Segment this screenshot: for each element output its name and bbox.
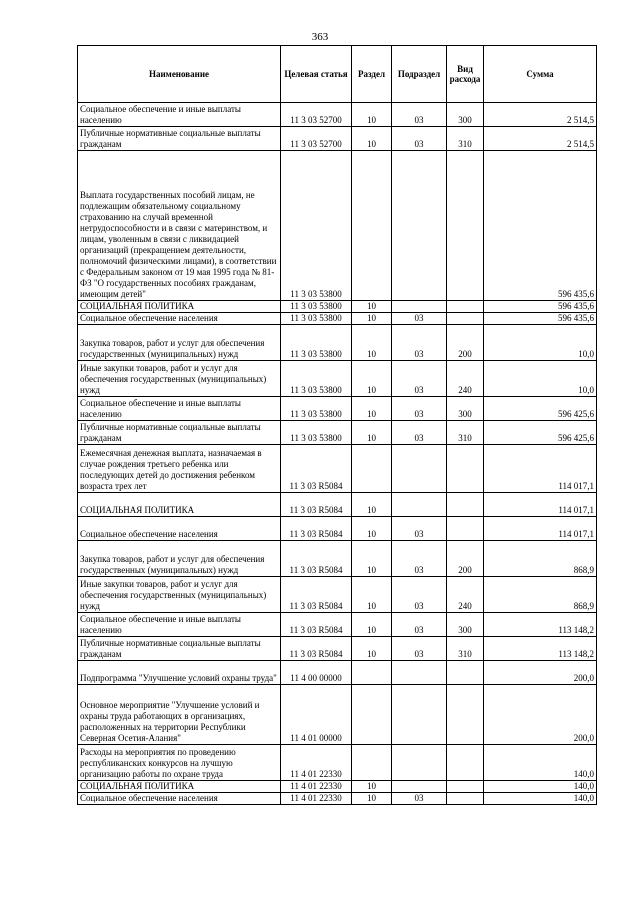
header-target-article: Целевая статья bbox=[281, 46, 352, 103]
cell-section bbox=[352, 661, 392, 685]
table-row bbox=[78, 127, 597, 151]
cell-subsection bbox=[392, 151, 447, 301]
cell-subsection bbox=[392, 445, 447, 493]
cell-sum: 114 017,1 bbox=[484, 445, 597, 493]
cell-name bbox=[78, 793, 281, 805]
row-name-text: Закупка товаров, работ и услуг для обеспечения государственных (муниципальных) нужд bbox=[80, 554, 265, 575]
cell-sum: 200,0 bbox=[484, 685, 597, 745]
cell-sum: 868,9 bbox=[484, 541, 597, 577]
cell-section: 10 bbox=[352, 541, 392, 577]
cell-sum: 114 017,1 bbox=[484, 493, 597, 517]
cell-sum: 140,0 bbox=[484, 745, 597, 781]
cell-target-article: 11 3 03 R5084 bbox=[281, 637, 352, 661]
cell-subsection bbox=[392, 493, 447, 517]
cell-expense-type bbox=[447, 301, 484, 313]
cell-expense-type: 200 bbox=[447, 325, 484, 361]
cell-target-article: 11 3 03 53800 bbox=[281, 151, 352, 301]
cell-name bbox=[78, 685, 281, 745]
cell-section: 10 bbox=[352, 325, 392, 361]
cell-sum: 596 435,6 bbox=[484, 313, 597, 325]
cell-expense-type bbox=[447, 781, 484, 793]
cell-name bbox=[78, 541, 281, 577]
page-number: 363 bbox=[311, 31, 329, 43]
cell-target-article: 11 3 03 52700 bbox=[281, 127, 352, 151]
cell-section: 10 bbox=[352, 301, 392, 313]
cell-sum: 10,0 bbox=[484, 361, 597, 397]
cell-sum: 140,0 bbox=[484, 793, 597, 805]
cell-target-article: 11 3 03 R5084 bbox=[281, 613, 352, 637]
cell-section bbox=[352, 745, 392, 781]
row-name-text: Публичные нормативные социальные выплаты гражданам bbox=[80, 638, 261, 659]
cell-sum: 200,0 bbox=[484, 661, 597, 685]
cell-sum: 2 514,5 bbox=[484, 103, 597, 127]
cell-target-article: 11 3 03 53800 bbox=[281, 421, 352, 445]
table-row bbox=[78, 745, 597, 781]
cell-sum: 596 425,6 bbox=[484, 421, 597, 445]
cell-subsection: 03 bbox=[392, 127, 447, 151]
row-name-text: СОЦИАЛЬНАЯ ПОЛИТИКА bbox=[80, 505, 195, 515]
cell-name bbox=[78, 397, 281, 421]
cell-sum: 868,9 bbox=[484, 577, 597, 613]
header-name: Наименование bbox=[78, 46, 281, 103]
cell-expense-type: 240 bbox=[447, 361, 484, 397]
table-header-row bbox=[78, 46, 597, 103]
cell-name bbox=[78, 661, 281, 685]
cell-section: 10 bbox=[352, 313, 392, 325]
cell-name bbox=[78, 103, 281, 127]
cell-name bbox=[78, 637, 281, 661]
table-row bbox=[78, 685, 597, 745]
cell-name bbox=[78, 745, 281, 781]
cell-target-article: 11 3 03 R5084 bbox=[281, 493, 352, 517]
row-name-text: Расходы на мероприятия по проведению республиканских конкурсов на лучшую организацию работы по охране труда bbox=[80, 747, 236, 779]
cell-name bbox=[78, 493, 281, 517]
table-row bbox=[78, 313, 597, 325]
cell-subsection bbox=[392, 781, 447, 793]
table-row bbox=[78, 397, 597, 421]
cell-section: 10 bbox=[352, 421, 392, 445]
cell-section bbox=[352, 685, 392, 745]
cell-subsection: 03 bbox=[392, 613, 447, 637]
cell-subsection bbox=[392, 685, 447, 745]
table-row bbox=[78, 103, 597, 127]
row-name-text: СОЦИАЛЬНАЯ ПОЛИТИКА bbox=[80, 781, 195, 791]
cell-sum: 140,0 bbox=[484, 781, 597, 793]
row-name-text: Основное мероприятие "Улучшение условий и охраны труда работающих в организациях, расположенных на территории Республики Северная Осетия-Алания" bbox=[80, 700, 260, 743]
row-name-text: Социальное обеспечение и иные выплаты населению bbox=[80, 614, 241, 635]
table-row bbox=[78, 421, 597, 445]
row-name-text: Иные закупки товаров, работ и услуг для обеспечения государственных (муниципальных) нужд bbox=[80, 579, 267, 611]
cell-expense-type: 300 bbox=[447, 397, 484, 421]
row-name-text: Социальное обеспечение населения bbox=[80, 529, 218, 539]
cell-name bbox=[78, 325, 281, 361]
table-row bbox=[78, 517, 597, 541]
cell-section bbox=[352, 151, 392, 301]
cell-target-article: 11 3 03 53800 bbox=[281, 397, 352, 421]
table-row bbox=[78, 445, 597, 493]
row-name-text: Закупка товаров, работ и услуг для обеспечения государственных (муниципальных) нужд bbox=[80, 338, 265, 359]
cell-section: 10 bbox=[352, 103, 392, 127]
cell-target-article: 11 4 01 22330 bbox=[281, 793, 352, 805]
header-subsection: Подраздел bbox=[392, 46, 447, 103]
cell-expense-type: 310 bbox=[447, 127, 484, 151]
cell-subsection: 03 bbox=[392, 103, 447, 127]
header-sum: Сумма bbox=[484, 46, 597, 103]
cell-name bbox=[78, 127, 281, 151]
cell-name bbox=[78, 781, 281, 793]
cell-name bbox=[78, 361, 281, 397]
row-name-text: Иные закупки товаров, работ и услуг для обеспечения государственных (муниципальных) нужд bbox=[80, 363, 267, 395]
cell-name bbox=[78, 613, 281, 637]
cell-subsection: 03 bbox=[392, 577, 447, 613]
cell-name bbox=[78, 313, 281, 325]
cell-subsection: 03 bbox=[392, 313, 447, 325]
cell-section: 10 bbox=[352, 397, 392, 421]
cell-subsection: 03 bbox=[392, 637, 447, 661]
table-row bbox=[78, 151, 597, 301]
cell-expense-type bbox=[447, 313, 484, 325]
cell-expense-type: 300 bbox=[447, 613, 484, 637]
row-name-text: Социальное обеспечение населения bbox=[80, 313, 218, 323]
cell-section: 10 bbox=[352, 361, 392, 397]
cell-sum: 2 514,5 bbox=[484, 127, 597, 151]
cell-expense-type bbox=[447, 661, 484, 685]
cell-section: 10 bbox=[352, 517, 392, 541]
cell-sum: 114 017,1 bbox=[484, 517, 597, 541]
cell-expense-type bbox=[447, 745, 484, 781]
budget-table bbox=[77, 45, 597, 805]
table-row bbox=[78, 361, 597, 397]
cell-sum: 113 148,2 bbox=[484, 613, 597, 637]
cell-target-article: 11 3 03 52700 bbox=[281, 103, 352, 127]
cell-name bbox=[78, 301, 281, 313]
table-row bbox=[78, 541, 597, 577]
cell-subsection bbox=[392, 745, 447, 781]
cell-sum: 10,0 bbox=[484, 325, 597, 361]
cell-expense-type bbox=[447, 445, 484, 493]
cell-expense-type bbox=[447, 151, 484, 301]
row-name-text: Социальное обеспечение и иные выплаты населению bbox=[80, 104, 241, 125]
cell-sum: 113 148,2 bbox=[484, 637, 597, 661]
cell-target-article: 11 4 00 00000 bbox=[281, 661, 352, 685]
table-row bbox=[78, 325, 597, 361]
cell-expense-type bbox=[447, 793, 484, 805]
row-name-text: Подпрограмма "Улучшение условий охраны труда" bbox=[80, 673, 277, 683]
cell-target-article: 11 3 03 R5084 bbox=[281, 445, 352, 493]
cell-expense-type bbox=[447, 517, 484, 541]
cell-target-article: 11 3 03 53800 bbox=[281, 313, 352, 325]
cell-expense-type bbox=[447, 493, 484, 517]
cell-name bbox=[78, 577, 281, 613]
cell-target-article: 11 3 03 R5084 bbox=[281, 577, 352, 613]
cell-target-article: 11 3 03 53800 bbox=[281, 301, 352, 313]
cell-name bbox=[78, 517, 281, 541]
cell-sum: 596 435,6 bbox=[484, 301, 597, 313]
cell-target-article: 11 3 03 R5084 bbox=[281, 541, 352, 577]
cell-subsection: 03 bbox=[392, 793, 447, 805]
cell-subsection: 03 bbox=[392, 361, 447, 397]
cell-name bbox=[78, 151, 281, 301]
cell-subsection: 03 bbox=[392, 517, 447, 541]
table-row bbox=[78, 793, 597, 805]
cell-target-article: 11 4 01 22330 bbox=[281, 781, 352, 793]
table-row bbox=[78, 613, 597, 637]
cell-section: 10 bbox=[352, 577, 392, 613]
cell-target-article: 11 3 03 R5084 bbox=[281, 517, 352, 541]
table-row bbox=[78, 637, 597, 661]
row-name-text: Ежемесячная денежная выплата, назначаемая в случае рождения третьего ребенка или последующих детей до достижения ребенком возраста трех лет bbox=[80, 448, 262, 491]
cell-target-article: 11 3 03 53800 bbox=[281, 361, 352, 397]
cell-sum: 596 425,6 bbox=[484, 397, 597, 421]
row-name-text: Публичные нормативные социальные выплаты гражданам bbox=[80, 422, 261, 443]
table-row bbox=[78, 577, 597, 613]
row-name-text: СОЦИАЛЬНАЯ ПОЛИТИКА bbox=[80, 301, 195, 311]
cell-expense-type: 200 bbox=[447, 541, 484, 577]
row-name-text: Публичные нормативные социальные выплаты гражданам bbox=[80, 128, 261, 149]
cell-section: 10 bbox=[352, 793, 392, 805]
cell-subsection: 03 bbox=[392, 421, 447, 445]
cell-subsection: 03 bbox=[392, 325, 447, 361]
cell-target-article: 11 4 01 22330 bbox=[281, 745, 352, 781]
cell-subsection: 03 bbox=[392, 541, 447, 577]
cell-target-article: 11 3 03 53800 bbox=[281, 325, 352, 361]
cell-target-article: 11 4 01 00000 bbox=[281, 685, 352, 745]
cell-subsection bbox=[392, 301, 447, 313]
cell-expense-type: 300 bbox=[447, 103, 484, 127]
cell-section: 10 bbox=[352, 637, 392, 661]
table-row bbox=[78, 493, 597, 517]
cell-sum: 596 435,6 bbox=[484, 151, 597, 301]
cell-name bbox=[78, 445, 281, 493]
cell-subsection: 03 bbox=[392, 397, 447, 421]
cell-expense-type: 310 bbox=[447, 637, 484, 661]
cell-expense-type bbox=[447, 685, 484, 745]
cell-subsection bbox=[392, 661, 447, 685]
row-name-text: Социальное обеспечение и иные выплаты населению bbox=[80, 398, 241, 419]
cell-section: 10 bbox=[352, 493, 392, 517]
cell-section: 10 bbox=[352, 781, 392, 793]
row-name-text: Социальное обеспечение населения bbox=[80, 793, 218, 803]
header-expense-type: Вид расхода bbox=[447, 46, 484, 103]
row-name-text: Выплата государственных пособий лицам, не подлежащим обязательному социальному страхованию на случай временной нетрудоспособности и в связи с материнством, и лицам, уволенным в связи с ликвидацией организаций (прекращением деятельности, полномочий физическими лицами), в соответствии с Федеральным законом от 19 мая 1995 года № 81-ФЗ "О государственных пособиях гражданам, имеющим детей" bbox=[80, 190, 277, 299]
table-row bbox=[78, 661, 597, 685]
header-section: Раздел bbox=[352, 46, 392, 103]
cell-expense-type: 240 bbox=[447, 577, 484, 613]
cell-section bbox=[352, 445, 392, 493]
cell-section: 10 bbox=[352, 613, 392, 637]
table-row bbox=[78, 781, 597, 793]
cell-section: 10 bbox=[352, 127, 392, 151]
cell-name bbox=[78, 421, 281, 445]
cell-expense-type: 310 bbox=[447, 421, 484, 445]
table-row bbox=[78, 301, 597, 313]
